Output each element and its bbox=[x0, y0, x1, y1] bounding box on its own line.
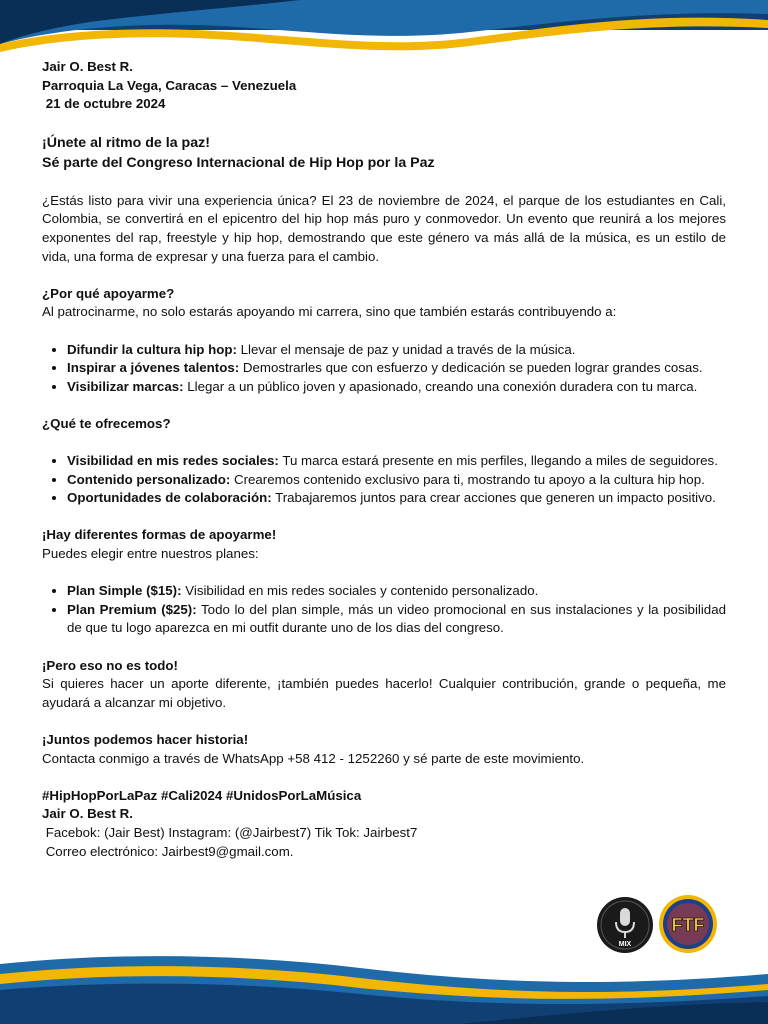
hashtags: #HipHopPorLaPaz #Cali2024 #UnidosPorLaMúsica bbox=[42, 787, 362, 803]
list-item: • Contenido personalizado: Crearemos contenido exclusivo para ti, mostrando tu apoyo a la cultura hip hop. bbox=[67, 471, 726, 490]
plans-list bbox=[42, 582, 726, 638]
subheadline: Sé parte del Congreso Internacional de Hip Hop por la Paz bbox=[42, 154, 435, 171]
plans-text: Puedes elegir entre nuestros planes: bbox=[42, 546, 259, 562]
letter-body bbox=[42, 58, 726, 861]
intro-paragraph: ¿Estás listo para vivir una experiencia única? El 23 de noviembre de 2024, el parque de los estudiantes en Cali, Colombia, se convertirá en el epicentro del hip hop más puro y conmovedor. Un evento que reunirá a los mejores exponentes del rap, freestyle y hip hop, demostrando que este género va más allá de la música, es un estilo de vida, una forma de expresar y una fuerza para el cambio. bbox=[42, 192, 726, 264]
list-item: • Inspirar a jóvenes talentos: Demostrarles que con esfuerzo y dedicación se pueden lograr grandes cosas. bbox=[67, 359, 726, 378]
sender-name: Jair O. Best R. bbox=[42, 59, 133, 74]
email-line: Correo electrónico: Jairbest9@gmail.com. bbox=[42, 843, 294, 859]
list-item: • Visibilidad en mis redes sociales: Tu marca estará presente en mis perfiles, llegando a miles de seguidores. bbox=[67, 452, 726, 471]
list-item: • Plan Simple ($15): Visibilidad en mis redes sociales y contenido personalizado. bbox=[67, 582, 726, 601]
why-list bbox=[42, 341, 726, 397]
list-item: • Plan Premium ($25): Todo lo del plan simple, más un video promocional en sus instalaciones y la posibilidad de que tu logo aparezca en mi outfit durante uno de los dias del congreso. bbox=[67, 601, 726, 638]
more-heading: ¡Pero eso no es todo! bbox=[42, 657, 178, 673]
list-item: • Difundir la cultura hip hop: Llevar el mensaje de paz y unidad a través de la música. bbox=[67, 341, 726, 360]
title-block bbox=[42, 133, 726, 173]
offer-list bbox=[42, 452, 726, 508]
ftf-logo-text: FTF bbox=[671, 915, 705, 935]
why-text: Al patrocinarme, no solo estarás apoyando mi carrera, sino que también estarás contribuyendo a: bbox=[42, 304, 617, 320]
list-item: • Oportunidades de colaboración: Trabajaremos juntos para crear acciones que generen un impacto positivo. bbox=[67, 489, 726, 508]
list-item: • Visibilizar marcas: Llegar a un público joven y apasionado, creando una conexión duradera con tu marca. bbox=[67, 378, 726, 397]
social-handles: Facebok: (Jair Best) Instagram: (@Jairbest7) Tik Tok: Jairbest7 bbox=[42, 824, 418, 840]
why-heading: ¿Por qué apoyarme? bbox=[42, 285, 175, 301]
more-text: Si quieres hacer un aporte diferente, ¡también puedes hacerlo! Cualquier contribución, grande o pequeña, me ayudará a alcanzar mi objetivo. bbox=[42, 676, 726, 710]
plans-heading: ¡Hay diferentes formas de apoyarme! bbox=[42, 527, 277, 543]
footer-name: Jair O. Best R. bbox=[42, 806, 133, 822]
contact-text: Contacta conmigo a través de WhatsApp +58 412 - 1252260 y sé parte de este movimiento. bbox=[42, 750, 585, 766]
headline: ¡Únete al ritmo de la paz! bbox=[42, 134, 210, 151]
sender-location: Parroquia La Vega, Caracas – Venezuela bbox=[42, 77, 297, 93]
letter-date: 21 de octubre 2024 bbox=[42, 96, 166, 112]
together-heading: ¡Juntos podemos hacer historia! bbox=[42, 732, 249, 747]
offer-heading: ¿Qué te ofrecemos? bbox=[42, 415, 171, 431]
bottom-wave-decoration bbox=[0, 944, 768, 1024]
mic-logo-text: MIX bbox=[618, 941, 632, 948]
